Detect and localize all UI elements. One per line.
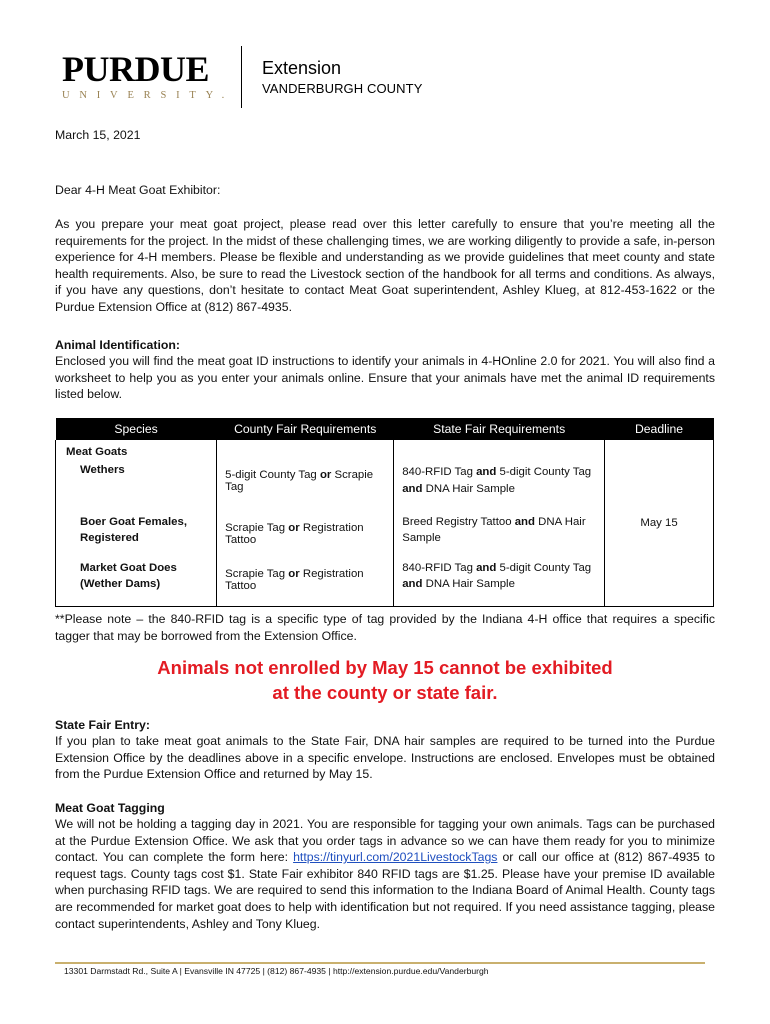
alert-line-1: Animals not enrolled by May 15 cannot be exhibited [157, 657, 613, 678]
county-fair-cell: Scrapie Tag or Registration Tattoo [217, 514, 394, 560]
county-fair-cell: 5-digit County Tag or Scrapie Tag [217, 464, 394, 514]
footer-rule [55, 962, 705, 964]
tags-form-link[interactable]: https://tinyurl.com/2021LivestockTags [293, 850, 498, 865]
county-fair-cell: Scrapie Tag or Registration Tattoo [217, 560, 394, 607]
species-cell: Boer Goat Females, Registered [56, 514, 217, 560]
extension-title: Extension [262, 58, 342, 78]
alert-line-2: at the county or state fair. [272, 682, 498, 703]
letter-date: March 15, 2021 [55, 128, 141, 142]
county-name: VANDERBURGH COUNTY [262, 81, 423, 96]
table-header-row [56, 418, 714, 440]
species-cell: Market Goat Does (Wether Dams) [56, 560, 217, 607]
greeting: Dear 4-H Meat Goat Exhibitor: [55, 183, 221, 197]
university-wordmark: UNIVERSITY. [62, 90, 235, 101]
state-fair-heading: State Fair Entry: [55, 718, 150, 732]
table-group-row [56, 440, 714, 464]
group-label: Meat Goats [56, 440, 217, 464]
header-species: Species [56, 418, 217, 440]
footer-address: 13301 Darmstadt Rd., Suite A | Evansville IN 47725 | (812) 867-4935 | http://extension.purdue.edu/Vanderburgh [64, 966, 489, 976]
purdue-logo [62, 49, 235, 101]
tagging-paragraph: We will not be holding a tagging day in 2021. You are responsible for tagging your own animals. Tags can be purchased at the Purdue Extension Office. We ask that you order tags in advance so we can have them ready for you to minimize contact. You can complete the form here: https://tinyurl.com/2021LivestockTags or call our office at (812) 867-4935 to request tags. County tags cost $1. State Fair exhibitor 840 RFID tags are $1.25. Please have your premise ID available when purchasing RFID tags. We are required to send this information to the Indiana Board of Animal Health. County tags are recommended for market goat does to help with identification but not required. If you need assistance tagging, please contact superintendents, Ashley and Tony Klueg. [55, 817, 715, 931]
rfid-note: **Please note – the 840-RFID tag is a specific type of tag provided by the Indiana 4-H office that requires a specific tagger that may be borrowed from the Extension Office. [55, 612, 715, 643]
header-county-fair: County Fair Requirements [217, 418, 394, 440]
state-fair-cell: Breed Registry Tattoo and DNA Hair Sample [394, 514, 605, 560]
header-state-fair: State Fair Requirements [394, 418, 605, 440]
intro-paragraph: As you prepare your meat goat project, please read over this letter carefully to ensure that you’re meeting all the requirements for the project. In the midst of these challenging times, we are working diligently to provide a safe, in-person experience for 4-H members. Please be flexible and understanding as we provide guidelines that meet county and state health requirements. Also, be sure to read the Livestock section of the handbook for all terms and conditions. As always, if you have any questions, don’t hesitate to contact Meat Goat superintendent, Ashley Klueg, at 812-453-1622 or the Purdue Extension Office at (812) 867-4935. [55, 217, 715, 314]
deadline-cell: May 15 [605, 440, 714, 607]
tagging-heading: Meat Goat Tagging [55, 801, 165, 815]
state-fair-paragraph: If you plan to take meat goat animals to the State Fair, DNA hair samples are required to be turned into the Purdue Extension Office by the deadlines above in a specific envelope. Instructions are enclosed. Envelopes must be obtained from the Purdue Extension Office and returned by May 15. [55, 734, 715, 782]
species-cell: Wethers [56, 464, 217, 514]
requirements-table [55, 418, 714, 607]
animal-id-heading: Animal Identification: [55, 338, 181, 352]
header-deadline: Deadline [605, 418, 714, 440]
letterhead-divider [241, 46, 242, 108]
purdue-wordmark: PURDUE [62, 49, 209, 89]
animal-id-paragraph: Enclosed you will find the meat goat ID instructions to identify your animals in 4-HOnline 2.0 for 2021. You will also find a worksheet to help you as you enter your animals online. Ensure that your animals have met the animal ID requirements listed below. [55, 354, 715, 402]
state-fair-cell: 840-RFID Tag and 5-digit County Tag and DNA Hair Sample [394, 560, 605, 607]
state-fair-cell: 840-RFID Tag and 5-digit County Tag and DNA Hair Sample [394, 464, 605, 514]
enrollment-alert [55, 655, 715, 705]
